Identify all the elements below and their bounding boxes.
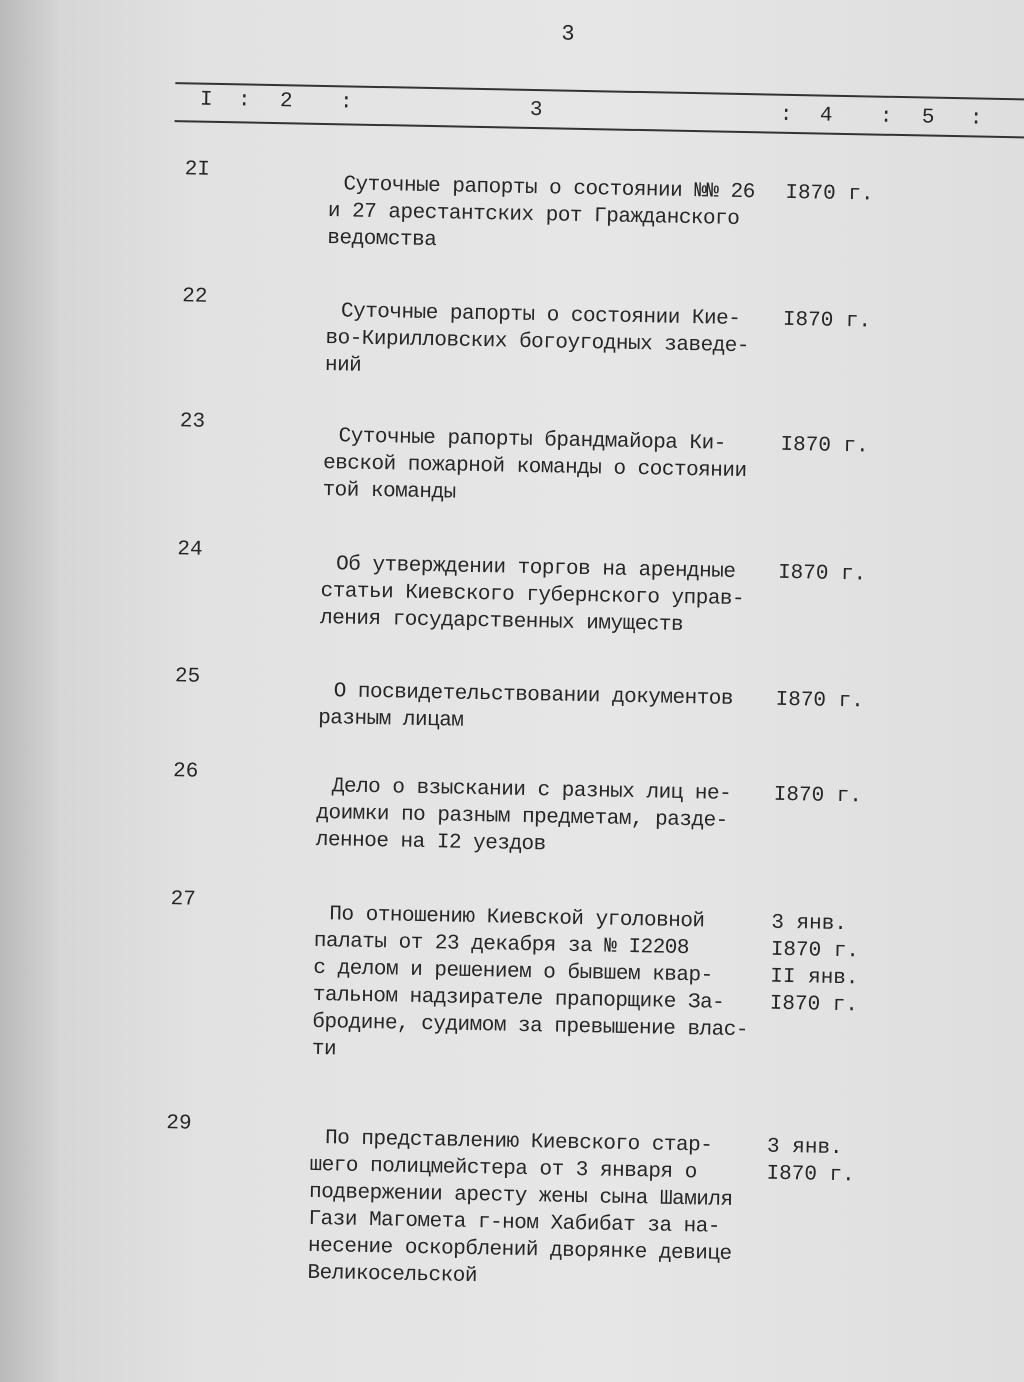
page-number: 3 — [561, 21, 575, 47]
entry-title-line: Великосельской — [307, 1261, 478, 1289]
entry-date: I870 г. — [773, 783, 863, 809]
entry-title-line: доимки по разным предметам, разде- — [316, 801, 728, 833]
entry-title-line: статьи Киевского губернского управ- — [320, 579, 745, 612]
entry-title-line: ний — [324, 354, 362, 378]
entry-title-line: Суточные рапорты о состоянии №№ 26 — [343, 173, 756, 205]
entry-number: 25 — [174, 665, 201, 689]
list-item — [0, 407, 1018, 505]
entry-title-line: несение оскорблений дворянке девице — [307, 1234, 732, 1266]
column-2-header: 2 — [279, 90, 293, 114]
entry-title-line: Суточные рапорты брандмайора Ки- — [338, 425, 726, 456]
table-header — [2, 0, 1024, 131]
table-header-bottom-rule — [175, 120, 1024, 139]
entry-date: I870 г. — [780, 433, 869, 459]
entry-title-line: разным лицам — [317, 706, 464, 733]
list-item — [0, 885, 1009, 1062]
entry-title-line: ведомства — [327, 227, 437, 253]
list-item — [0, 155, 1023, 253]
entry-date: I870 г. — [785, 181, 874, 207]
entry-number: 22 — [182, 285, 208, 309]
entry-number: 2I — [184, 158, 211, 182]
entry-title-line: и 27 арестантских рот Гражданского — [327, 200, 740, 231]
list-item — [0, 282, 1020, 378]
entry-date: I870 г. — [777, 561, 867, 587]
entry-title-line: тальном надзирателе прапорщике За- — [312, 983, 725, 1015]
entry-number: 23 — [179, 410, 206, 434]
separator: : — [779, 103, 793, 127]
table-header-top-rule — [175, 82, 1024, 101]
column-1-header: I — [199, 88, 213, 112]
entry-title-line: Дело о взыскании с разных лиц не- — [331, 775, 732, 806]
entry-title-line: бродине, судимом за превышение влас- — [312, 1010, 749, 1043]
entry-title-line: По отношению Киевской уголовной — [329, 903, 705, 934]
list-item — [0, 535, 1015, 637]
entry-number: 27 — [170, 888, 197, 912]
entry-date: 3 янв. — [771, 911, 848, 937]
entry-title-line: с делом и решением о бывшем квар- — [313, 956, 713, 988]
entries-list — [2, 0, 1024, 1289]
entry-title-line: ления государственных имуществ — [319, 606, 684, 637]
column-4-header: 4 — [819, 104, 833, 128]
entry-date: I870 г. — [782, 308, 872, 334]
entry-date: I870 г. — [766, 1162, 855, 1188]
entry-title-line: Гази Магомета г-ном Хабибат за на- — [308, 1207, 721, 1239]
list-item — [0, 1109, 1004, 1289]
entry-title-line: ленное на I2 уездов — [315, 828, 546, 857]
list-item — [0, 662, 1013, 733]
entry-number: 26 — [172, 760, 199, 784]
entry-number: 29 — [166, 1112, 192, 1136]
entry-title-line: О посвидетельствовании документов — [333, 680, 734, 711]
column-5-header: 5 — [921, 106, 935, 130]
entry-title-line: во-Кирилловских богоугодных заведе- — [325, 327, 750, 359]
entry-title-line: подвержении аресту жены сына Шамиля — [308, 1180, 733, 1213]
separator: : — [339, 91, 353, 115]
entry-title-line: той команды — [322, 479, 456, 505]
separator: : — [969, 107, 983, 131]
entry-title-line: ти — [311, 1037, 337, 1062]
entry-title-line: шего полицмейстера от 3 января о — [309, 1153, 697, 1185]
list-item — [0, 757, 1011, 857]
entry-title-line: евской пожарной команды о состоянии — [322, 452, 747, 484]
entry-date: 3 янв. — [766, 1135, 843, 1161]
entry-title-line: Суточные рапорты о состоянии Кие- — [340, 300, 741, 331]
entry-title-line: По представлению Киевского стар- — [324, 1127, 713, 1158]
separator: : — [237, 89, 251, 113]
entry-date: I870 г. — [770, 938, 860, 964]
entry-date: II янв. — [770, 965, 859, 991]
entry-title-line: палаты от 23 декабря за № I2208 — [313, 929, 690, 961]
separator: : — [879, 105, 893, 129]
column-3-header: 3 — [529, 98, 543, 123]
entry-date: I870 г. — [775, 688, 865, 714]
entry-date: I870 г. — [769, 992, 859, 1018]
entry-number: 24 — [177, 538, 203, 562]
entry-title-line: Об утверждении торгов на арендные — [335, 553, 736, 584]
